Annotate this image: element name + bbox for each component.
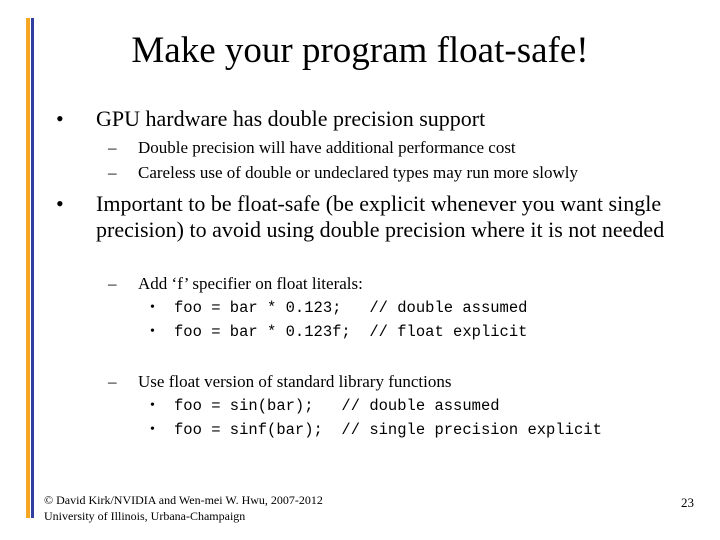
sub-bullet-marker: –: [108, 274, 117, 293]
footer-line: © David Kirk/NVIDIA and Wen-mei W. Hwu, 2007-2012: [44, 493, 323, 507]
code-bullet-marker: •: [150, 324, 155, 339]
bullet-text: GPU hardware has double precision support: [96, 106, 486, 131]
sub-bullet-marker: –: [108, 138, 117, 157]
code-line: foo = sinf(bar); // single precision explicit: [174, 421, 602, 439]
accent-bar-blue: [31, 18, 34, 518]
slide-title: Make your program float-safe!: [131, 30, 589, 71]
code-bullet-marker: •: [150, 422, 155, 437]
accent-bar-orange: [26, 18, 30, 518]
sub-bullet-marker: –: [108, 163, 117, 182]
sub-bullet-marker: –: [108, 372, 117, 391]
footer-copyright: [44, 492, 323, 524]
footer-line: University of Illinois, Urbana-Champaign: [44, 509, 246, 523]
sub-bullet-text: Use float version of standard library functions: [138, 372, 452, 391]
code-line: foo = bar * 0.123f; // float explicit: [174, 323, 528, 341]
code-bullet-marker: •: [150, 398, 155, 413]
sub-bullet-text: Add ‘f’ specifier on float literals:: [138, 274, 363, 293]
sub-bullet-text: Double precision will have additional performance cost: [138, 138, 516, 157]
bullet-text: Important to be float-safe (be explicit whenever you want single precision) to avoid using double precision where it is not needed: [96, 191, 665, 242]
page-number: 23: [681, 495, 694, 510]
bullet-marker: •: [56, 191, 64, 216]
code-line: foo = sin(bar); // double assumed: [174, 397, 500, 415]
code-bullet-marker: •: [150, 300, 155, 315]
sub-bullet-text: Careless use of double or undeclared types may run more slowly: [138, 163, 578, 182]
code-line: foo = bar * 0.123; // double assumed: [174, 299, 528, 317]
bullet-marker: •: [56, 106, 64, 131]
